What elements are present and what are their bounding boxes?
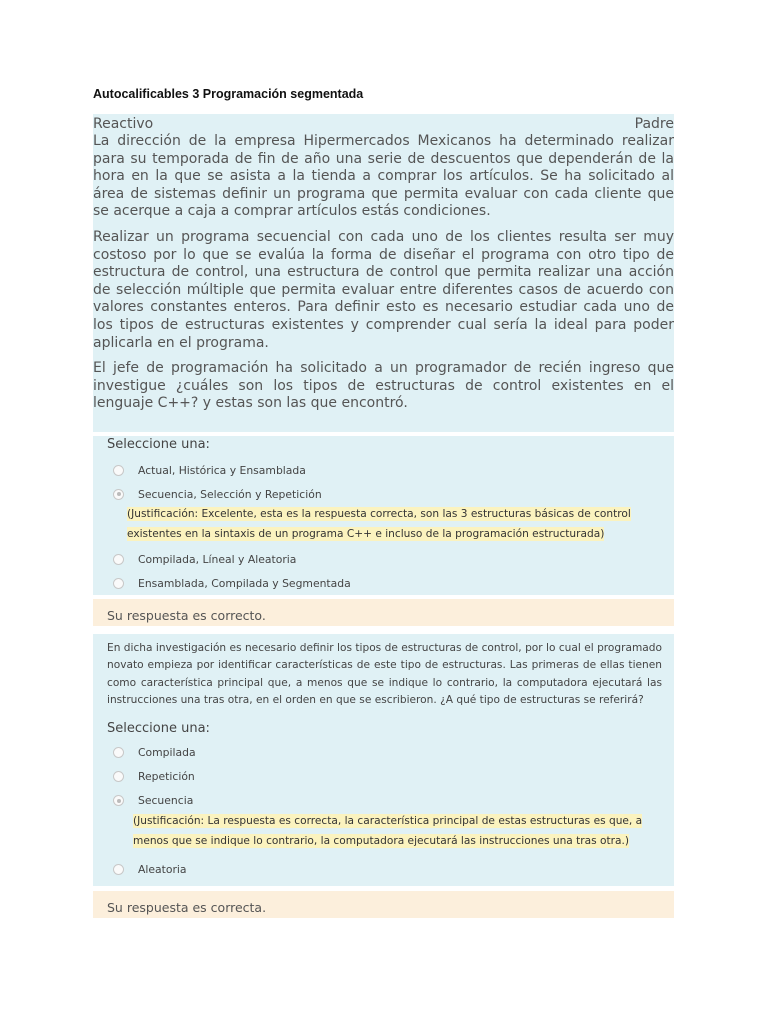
radio-button-selected[interactable] [113, 795, 124, 806]
answer-option[interactable] [107, 458, 674, 482]
justification-text: (Justificación: La respuesta es correcta, la característica principal de estas estructuras es que, a menos que se indique lo contrario, la computadora ejecutará las instrucciones una tras otra.) [133, 814, 643, 847]
justification-block [107, 503, 674, 547]
radio-button[interactable] [113, 554, 124, 565]
radio-button[interactable] [113, 864, 124, 875]
radio-button[interactable] [113, 771, 124, 782]
question-1-options [93, 436, 674, 595]
justification-block [107, 810, 662, 858]
feedback-message: Su respuesta es correcta. [93, 891, 674, 918]
document-title: Autocalificables 3 Programación segmentada [93, 87, 364, 101]
radio-button-selected[interactable] [113, 489, 124, 500]
answer-option[interactable] [107, 741, 662, 765]
answer-option-label: Compilada [138, 746, 196, 760]
question-parent-label: Padre [634, 116, 674, 132]
radio-button[interactable] [113, 578, 124, 589]
radio-button[interactable] [113, 747, 124, 758]
answer-option-label: Secuencia, Selección y Repetición [138, 487, 322, 501]
justification-text: (Justificación: Excelente, esta es la respuesta correcta, son las 3 estructuras básicas de control existentes en la sintaxis de un programa C++ e incluso de la programación estructurada) [127, 508, 631, 540]
answer-option-label: Ensamblada, Compilada y Segmentada [138, 576, 351, 590]
question-1-paragraph: Realizar un programa secuencial con cada uno de los clientes resulta ser muy costoso por lo que se evalúa la forma de diseñar el programa con otro tipo de estructura de control, una estructura de control que permita realizar una acción de selección múltiple que permita evaluar entre diferentes casos de acuerdo con valores constantes enteros. Para definir esto es necesario estudiar cada uno de los tipos de estructuras existentes y comprender cual sería la ideal para poder aplicarla en el programa. [93, 228, 674, 351]
answer-option-label: Aleatoria [138, 863, 187, 877]
answer-option-label: Actual, Histórica y Ensamblada [138, 463, 306, 477]
question-2 [93, 634, 674, 886]
question-1-stem [93, 114, 674, 432]
answer-option[interactable] [107, 858, 662, 882]
feedback-message: Su respuesta es correcto. [93, 599, 674, 626]
question-header [93, 116, 674, 133]
question-2-stem: En dicha investigación es necesario definir los tipos de estructuras de control, por lo cual el programado novato empieza por identificar características de este tipo de estructuras. Las primeras de ellas tienen como característica principal que, a menos que se indique lo contrario, la computadora ejecutará las instrucciones una tras otra, en el orden en que se escribieron. ¿A qué tipo de estructuras se referirá? [107, 642, 662, 707]
select-one-label: Seleccione una: [107, 720, 210, 736]
answer-option[interactable] [107, 571, 674, 595]
question-1-paragraph: La dirección de la empresa Hipermercados Mexicanos ha determinado realizar para su temporada de fin de año una serie de descuentos que dependerán de la hora en la que se asista a la tienda a comprar los artículos. Se ha solicitado al área de sistemas definir un programa que permita evaluar con cada cliente que se acerque a caja a comprar artículos estás condiciones. [93, 133, 674, 220]
question-type-label: Reactivo [93, 116, 154, 132]
answer-option[interactable] [107, 547, 674, 571]
radio-button[interactable] [113, 465, 124, 476]
answer-option-label: Secuencia [138, 794, 194, 808]
question-1-paragraph: El jefe de programación ha solicitado a un programador de recién ingreso que investigue ¿cuáles son los tipos de estructuras de control existentes en el lenguaje C++? y estas son las que encontró. [93, 360, 674, 412]
answer-option-label: Compilada, Líneal y Aleatoria [138, 552, 297, 566]
select-one-label: Seleccione una: [107, 437, 210, 452]
answer-option-label: Repetición [138, 770, 195, 784]
answer-option[interactable] [107, 765, 662, 789]
